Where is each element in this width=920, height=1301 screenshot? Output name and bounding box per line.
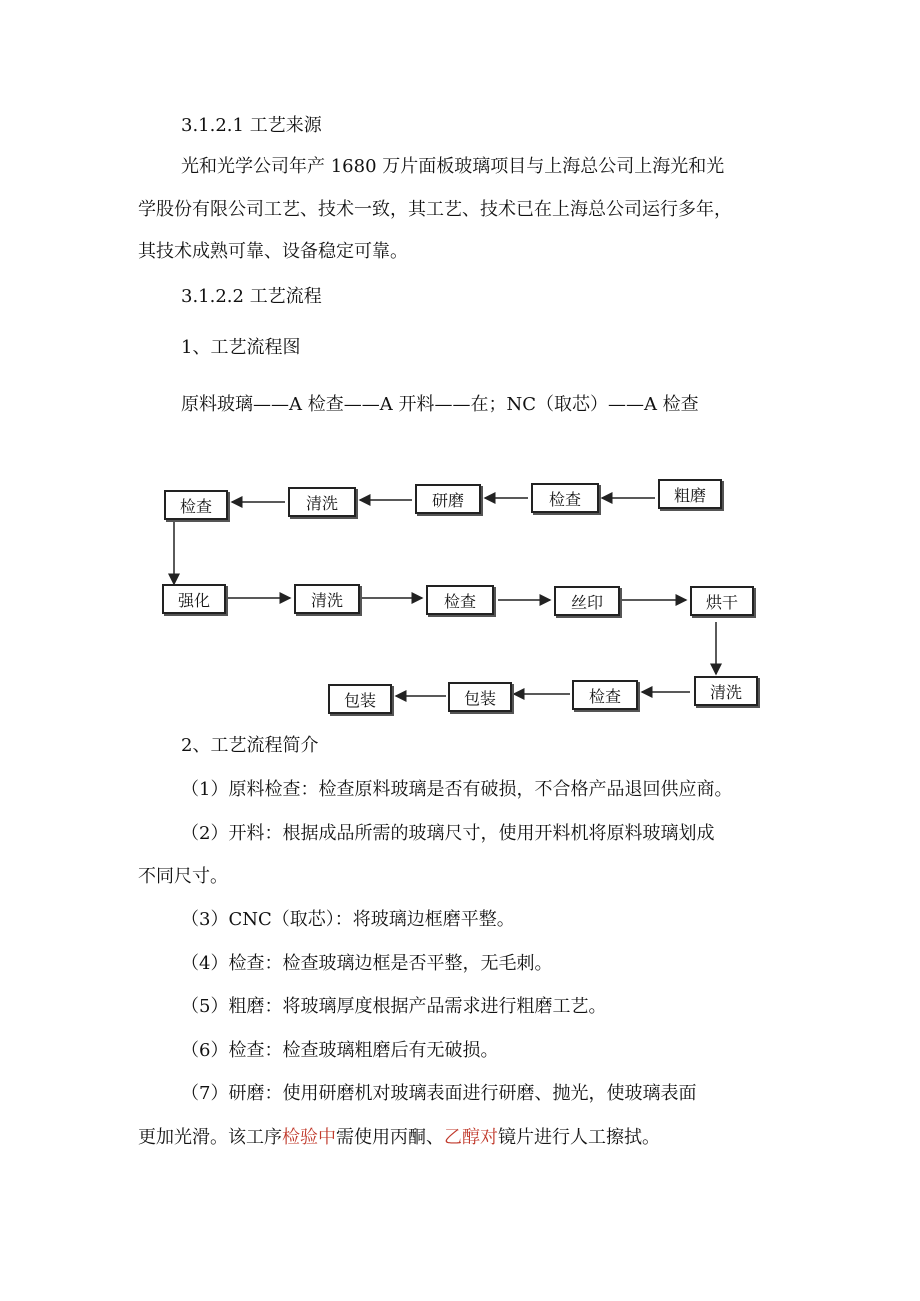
paragraph-line: 学股份有限公司工艺、技术一致，其工艺、技术已在上海总公司运行多年， bbox=[138, 199, 732, 220]
highlighted-text: 乙醇对 bbox=[444, 1127, 498, 1148]
step-item: （2）开料：根据成品所需的玻璃尺寸，使用开料机将原料玻璃划成 bbox=[181, 823, 715, 844]
flow-box-dry: 烘干 bbox=[690, 586, 754, 616]
subheading-flowchart: 1、工艺流程图 bbox=[181, 337, 301, 358]
step-item-continuation bbox=[138, 1126, 660, 1150]
flow-box-silkscreen: 丝印 bbox=[554, 586, 620, 616]
flow-box-clean: 清洗 bbox=[288, 487, 356, 517]
highlighted-text: 检验中 bbox=[282, 1127, 336, 1148]
flow-text-line: 原料玻璃——A 检查——A 开料——在；NC（取芯）——A 检查 bbox=[181, 394, 699, 415]
flow-box-grind: 研磨 bbox=[415, 484, 481, 514]
flow-box-inspect: 检查 bbox=[164, 490, 228, 520]
step-item: （7）研磨：使用研磨机对玻璃表面进行研磨、抛光，使玻璃表面 bbox=[181, 1083, 697, 1104]
paragraph-line: 光和光学公司年产 1680 万片面板玻璃项目与上海总公司上海光和光 bbox=[181, 156, 725, 177]
subheading-flow-description: 2、工艺流程简介 bbox=[181, 735, 319, 756]
step-item: （4）检查：检查玻璃边框是否平整，无毛刺。 bbox=[181, 953, 553, 974]
text-run: 更加光滑。该工序 bbox=[138, 1127, 282, 1148]
step-item: （6）检查：检查玻璃粗磨后有无破损。 bbox=[181, 1040, 499, 1061]
section-heading-process-source: 3.1.2.1 工艺来源 bbox=[181, 115, 322, 136]
flow-box-rough-grind: 粗磨 bbox=[658, 479, 722, 509]
step-item: （5）粗磨：将玻璃厚度根据产品需求进行粗磨工艺。 bbox=[181, 996, 607, 1017]
step-item: （3）CNC（取芯）：将玻璃边框磨平整。 bbox=[181, 909, 515, 930]
flow-box-package: 包装 bbox=[328, 684, 392, 714]
flow-box-clean: 清洗 bbox=[294, 584, 360, 614]
step-item: （1）原料检查：检查原料玻璃是否有破损，不合格产品退回供应商。 bbox=[181, 779, 733, 800]
text-run: 镜片进行人工擦拭。 bbox=[498, 1127, 660, 1148]
paragraph-line: 其技术成熟可靠、设备稳定可靠。 bbox=[138, 241, 408, 262]
flow-box-package: 包装 bbox=[448, 682, 512, 712]
flow-box-inspect: 检查 bbox=[426, 585, 494, 615]
flow-box-inspect: 检查 bbox=[572, 680, 638, 710]
text-run: 需使用丙酮、 bbox=[336, 1127, 444, 1148]
flow-box-inspect: 检查 bbox=[531, 483, 599, 513]
step-item-continuation: 不同尺寸。 bbox=[138, 866, 228, 887]
flow-box-strengthen: 强化 bbox=[162, 584, 226, 614]
section-heading-process-flow: 3.1.2.2 工艺流程 bbox=[181, 286, 322, 307]
flow-box-clean: 清洗 bbox=[694, 676, 758, 706]
